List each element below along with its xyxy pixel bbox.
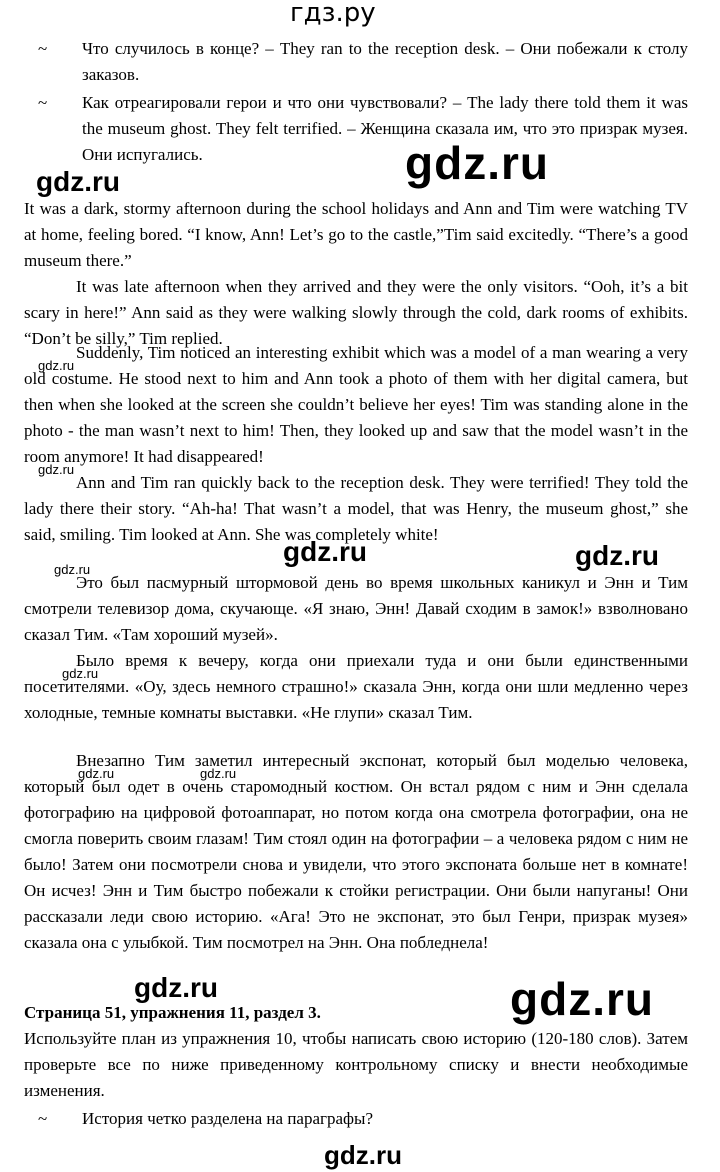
english-paragraph-2: It was late afternoon when they arrived and they were the only visitors. “Ooh, it’s a bit scary in here!” Ann said as they were walking slowly through the cold, dark rooms of exhibits. “Don’t be silly,” Tim replied.	[24, 277, 688, 348]
watermark-big: gdz.ru	[510, 973, 654, 1025]
russian-paragraph-3: Внезапно Тим заметил интересный экспонат, который был моделью человека, который был одет в очень старомодный костюм. Он встал рядом с ним и Энн сделала фотографию на цифровой фотоаппарат, но потом когда она смотрела фотографии, она не смогла поверить своим глазам! Тим стоял один на фотографии – а человека рядом с ним не было! Затем они посмотрели снова и увидели, что этого экспоната больше нет в комнате! Он исчез! Энн и Тим быстро побежали к стойки регистрации. Они были напуганы! Они рассказали леди свою историю. «Ага! Это не экспонат, это был Генри, призрак музея» сказала она с улыбкой. Тим посмотрел на Энн. Она побледнела!	[24, 751, 688, 952]
watermark-footer: gdz.ru	[324, 1140, 402, 1170]
english-paragraph-3: Suddenly, Tim noticed an interesting exhibit which was a model of a man wearing a very old costume. He stood next to him and Ann took a photo of them with her digital camera, but then when she looked at the screen she couldn’t believe her eyes! Tim was standing alone in the photo - the man wasn’t next to him! Then, they looked up and saw that the model wasn’t in the room anymore! It had disappeared!	[24, 343, 688, 466]
english-paragraph-4: Ann and Tim ran quickly back to the reception desk. They were terrified! They told the lady there their story. “Ah-ha! That wasn’t a model, that was Henry, the museum ghost,” she said, smiling. Tim looked at Ann. She was completely white!	[24, 473, 688, 544]
bullet-item-2: Как отреагировали герои и что они чувствовали? – The lady there told them it was the museum ghost. They felt terrified. – Женщина сказала им, что это призрак музея. Они испугались.	[82, 93, 688, 164]
bullet-symbol: ~	[38, 93, 48, 112]
watermark-small: gdz.ru	[78, 766, 115, 781]
site-title: гдз.ру	[290, 0, 376, 28]
watermark-small: gdz.ru	[38, 358, 75, 373]
watermark-mid: gdz.ru	[134, 972, 218, 1003]
bullet-item-1: Что случилось в конце? – They ran to the reception desk. – Они побежали к столу заказов.	[82, 39, 688, 84]
english-paragraph-1: It was a dark, stormy afternoon during the school holidays and Ann and Tim were watching TV at home, feeling bored. “I know, Ann! Let’s go to the castle,”Tim said excitedly. “There’s a good museum there.”	[24, 199, 688, 270]
watermark-mid: gdz.ru	[36, 166, 120, 197]
watermark-mid: gdz.ru	[283, 536, 367, 567]
watermark-small: gdz.ru	[38, 462, 75, 477]
checklist-item: История четко разделена на параграфы?	[82, 1109, 374, 1128]
watermark-small: gdz.ru	[54, 562, 91, 577]
watermark-big: gdz.ru	[405, 137, 549, 189]
bullet-symbol: ~	[38, 39, 48, 58]
watermark-small: gdz.ru	[62, 666, 99, 681]
bullet-symbol: ~	[38, 1109, 48, 1128]
watermark-small: gdz.ru	[200, 766, 237, 781]
task-text: Используйте план из упражнения 10, чтобы написать свою историю (120-180 слов). Затем проверьте все по ниже приведенному контрольному списку и внести необходимые изменения.	[24, 1029, 688, 1100]
russian-paragraph-2: Было время к вечеру, когда они приехали туда и они были единственными посетителями. «Оу, здесь немного страшно!» сказала Энн, когда они шли медленно через холодные, темные комнаты выставки. «Не глупи» сказал Тим.	[24, 651, 688, 722]
section-heading: Страница 51, упражнения 11, раздел 3.	[24, 1003, 321, 1022]
watermark-mid: gdz.ru	[575, 540, 659, 571]
russian-paragraph-1: Это был пасмурный штормовой день во время школьных каникул и Энн и Тим смотрели телевизор дома, скучающе. «Я знаю, Энн! Давай сходим в замок!» взволновано сказал Тим. «Там хороший музей».	[24, 573, 688, 644]
